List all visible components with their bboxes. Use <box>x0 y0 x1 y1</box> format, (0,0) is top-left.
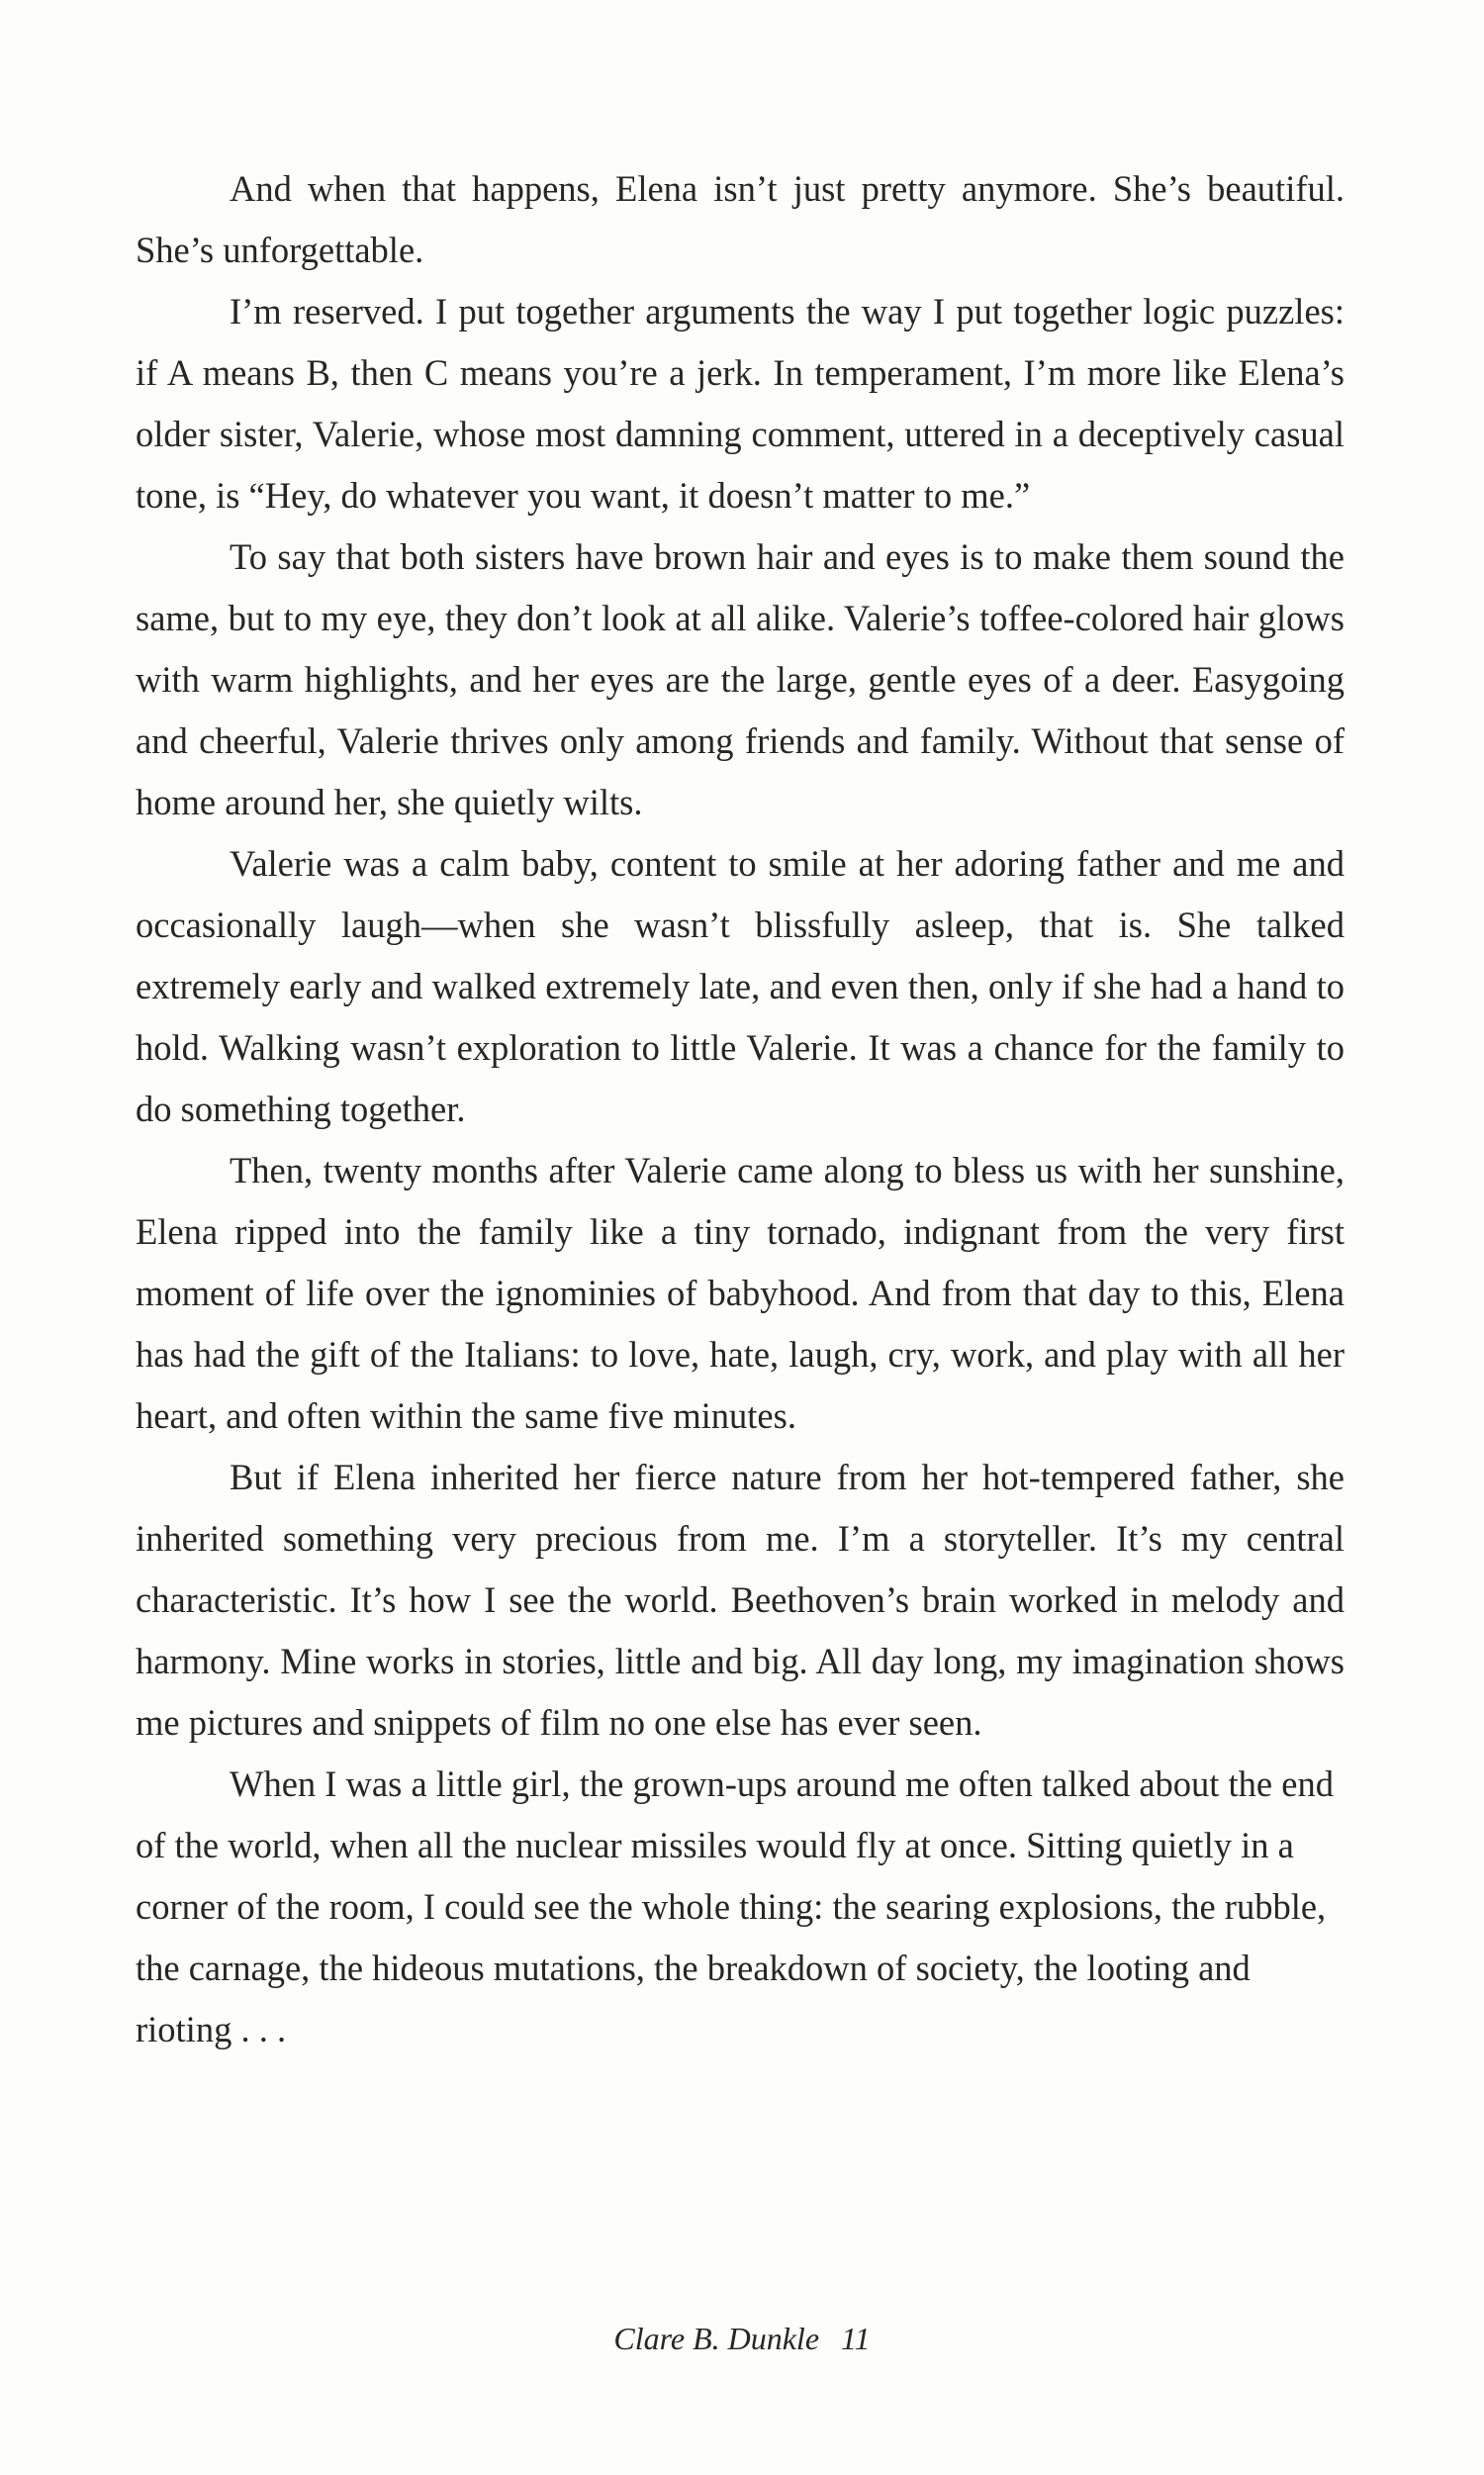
paragraph-2: I’m reserved. I put together arguments the way I put together logic puzzles: if A means B, then C means you’re a jerk. In temperament, I’m more like Elena’s older sister, Valerie, whose most damning comment, uttered in a deceptively casual tone, is “Hey, do whatever you want, it doesn’t matter to me.” <box>136 291 1345 516</box>
page-footer <box>0 2321 1484 2357</box>
paragraph-7: When I was a little girl, the grown-ups around me often talked about the end of the world, when all the nuclear missiles would fly at once. Sitting quietly in a corner of the room, I could see the whole thing: the searing explosions, the rubble, the carnage, the hideous mutations, the breakdown of society, the looting and rioting . . . <box>136 1763 1334 2049</box>
paragraph-6: But if Elena inherited her fierce nature from her hot-tempered father, she inherited something very precious from me. I’m a storyteller. It’s my central characteristic. It’s how I see the world. Beethoven’s brain worked in melody and harmony. Mine works in stories, little and big. All day long, my imagination shows me pictures and snippets of film no one else has ever seen. <box>136 1457 1345 1743</box>
paragraph-3: To say that both sisters have brown hair and eyes is to make them sound the same, but to my eye, they don’t look at all alike. Valerie’s toffee-colored hair glows with warm highlights, and her eyes are the large, gentle eyes of a deer. Easygoing and cheerful, Valerie thrives only among friends and family. Without that sense of home around her, she quietly wilts. <box>136 536 1345 822</box>
page-body <box>136 158 1345 2060</box>
paragraph-4: Valerie was a calm baby, content to smile at her adoring father and me and occasionally laugh—when she wasn’t blissfully asleep, that is. She talked extremely early and walked extremely late, and even then, only if she had a hand to hold. Walking wasn’t exploration to little Valerie. It was a chance for the family to do something together. <box>136 843 1345 1129</box>
running-footer-author: Clare B. Dunkle <box>613 2321 820 2356</box>
page-number: 11 <box>841 2321 871 2356</box>
paragraph-1: And when that happens, Elena isn’t just pretty anymore. She’s beautiful. She’s unforgettable. <box>136 168 1345 270</box>
paragraph-5: Then, twenty months after Valerie came along to bless us with her sunshine, Elena ripped into the family like a tiny tornado, indignant from the very first moment of life over the ignominies of babyhood. And from that day to this, Elena has had the gift of the Italians: to love, hate, laugh, cry, work, and play with all her heart, and often within the same five minutes. <box>136 1150 1345 1436</box>
